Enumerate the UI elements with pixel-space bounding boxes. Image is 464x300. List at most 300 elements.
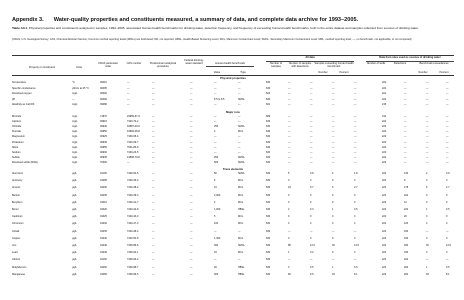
detections-cell: — — [288, 145, 291, 149]
detections-cell: — — [288, 150, 291, 154]
table-row — [12, 208, 454, 213]
detections-cell: — — [288, 258, 291, 262]
col-units: Units — [76, 66, 82, 69]
benchmark-value-cell: — — [214, 145, 217, 149]
usgs-code-cell: 01046 — [100, 244, 107, 247]
detections-percent-cell: — — [310, 103, 313, 107]
wells-cell: 222 — [382, 236, 387, 240]
wells-exceed-percent-cell: 0 — [446, 236, 448, 240]
table-row — [12, 222, 454, 227]
detections-percent-cell: — — [310, 140, 313, 144]
benchmark-value-cell: 4 — [214, 130, 216, 134]
appendix-heading: Water-quality properties and constituents measured, a summary of data, and complete data archive for 1993–2005. — [53, 17, 359, 23]
benchmark-type-cell: — — [238, 150, 241, 154]
detections-cell: 0 — [288, 179, 290, 183]
table-row — [12, 244, 454, 249]
table-row — [12, 230, 454, 235]
property-cell: Magnesium — [12, 135, 25, 139]
wells-detections-cell: — — [404, 140, 407, 144]
property-cell: Silica — [12, 145, 18, 149]
benchmark-type-cell: — — [238, 115, 241, 118]
samples-cell: 630 — [266, 186, 271, 190]
wells-exceed-percent-cell: — — [446, 145, 449, 149]
cas-number-cell: 7631-86-9 — [127, 145, 139, 149]
samples-cell: 630 — [266, 172, 271, 175]
cas-number-cell: 14808-79-8 — [127, 155, 140, 159]
wells-exceed-percent-cell: 2.7 — [446, 186, 450, 190]
detections-percent-cell: 3.7 — [310, 186, 314, 190]
wells-exceed-number-cell: — — [426, 130, 429, 134]
wells-cell: 222 — [382, 172, 387, 175]
detections-percent-cell: — — [310, 97, 313, 101]
cas-number-cell: — — [127, 92, 130, 96]
wells-exceed-percent-cell: — — [446, 135, 449, 139]
wells-detections-cell: 180 — [404, 244, 409, 247]
exceed-percent-cell: — — [354, 160, 357, 164]
exceed-number-cell: 0 — [332, 215, 334, 219]
units-cell: μg/L — [72, 222, 77, 226]
benchmark-value-cell: 100 — [214, 222, 219, 226]
col-health-type: Type — [240, 71, 246, 74]
exceed-number-cell: 0 — [332, 179, 334, 183]
wells-detections-cell: 178 — [404, 186, 409, 190]
procedure-cell: — — [152, 265, 155, 269]
all-data-header: All data — [305, 56, 315, 59]
samples-cell: 630 — [266, 160, 271, 164]
federal-standard-cell: — — [190, 140, 193, 144]
wells-exceed-number-cell: 0 — [426, 222, 428, 226]
detections-percent-cell: 0 — [310, 179, 312, 183]
table-row — [12, 161, 454, 166]
usgs-code-cell: 01025 — [100, 215, 107, 219]
table-row — [12, 130, 454, 135]
table-row — [12, 120, 454, 125]
benchmark-value-cell: 4 — [214, 200, 216, 204]
table-row — [12, 135, 454, 140]
detections-percent-cell: — — [310, 81, 313, 84]
wells-exceed-percent-cell: — — [446, 97, 449, 101]
detections-cell: 2 — [288, 208, 290, 211]
usgs-code-cell: 01106 — [100, 172, 107, 175]
detections-percent-cell: — — [310, 155, 313, 159]
federal-standard-cell: — — [190, 115, 193, 118]
exceed-number-cell: — — [332, 125, 335, 129]
wells-exceed-number-cell: 2 — [426, 172, 428, 175]
units-cell: μg/L — [72, 193, 77, 197]
detections-percent-cell: — — [310, 135, 313, 139]
federal-standard-cell: — — [190, 251, 193, 255]
benchmark-value-cell: 15 — [214, 251, 217, 255]
exceed-percent-cell: 13.5 — [354, 244, 359, 247]
col-exceed-percent: Percent — [339, 71, 349, 74]
federal-standard-cell: — — [190, 208, 193, 211]
wells-detections-cell: 150 — [404, 251, 409, 255]
benchmark-type-cell: MCL — [238, 179, 244, 183]
usgs-code-cell: 01130 — [100, 258, 107, 262]
property-cell: Calcium — [12, 120, 22, 124]
detections-percent-cell: 0.3 — [310, 208, 314, 211]
cas-number-cell: 7440-50-8 — [127, 236, 139, 240]
wells-detections-cell: 222 — [404, 193, 409, 197]
procedure-cell: — — [152, 155, 155, 159]
property-cell: Specific conductance — [12, 86, 36, 90]
col-detections: Detections — [393, 62, 407, 65]
property-cell: Manganese — [12, 272, 26, 276]
wells-detections-cell: 12 — [404, 200, 407, 204]
exceed-percent-cell: — — [354, 86, 357, 90]
wells-cell: 212 — [382, 115, 387, 118]
wells-cell: 215 — [382, 103, 387, 107]
wells-exceed-number-cell: 30 — [426, 244, 429, 247]
exceed-number-cell: — — [332, 120, 335, 124]
usgs-code-cell: 01010 — [100, 200, 107, 204]
property-cell: Cadmium — [12, 215, 23, 219]
usgs-code-cell: 01030 — [100, 222, 107, 226]
wells-exceed-number-cell: — — [426, 160, 429, 164]
benchmark-value-cell: 500 — [214, 160, 219, 164]
wells-exceed-number-cell: — — [426, 229, 429, 233]
wells-cell: 222 — [382, 130, 387, 134]
wells-exceed-percent-cell: — — [446, 155, 449, 159]
table-row — [12, 146, 454, 151]
benchmark-type-cell: HBSL — [238, 208, 245, 211]
exceed-percent-cell: — — [354, 135, 357, 139]
table-row — [12, 258, 454, 263]
units-cell: μg/L — [72, 251, 77, 255]
usgs-code-cell: 00950 — [100, 130, 107, 134]
detections-percent-cell: — — [310, 145, 313, 149]
exceed-percent-cell: — — [354, 130, 357, 134]
wells-detections-cell: — — [404, 120, 407, 124]
property-cell: Dissolved solids (ROE) — [12, 160, 38, 164]
procedure-cell: — — [152, 186, 155, 190]
cas-number-cell: 7439-98-7 — [127, 265, 139, 269]
table-caption — [12, 26, 452, 30]
table-row — [12, 194, 454, 199]
wells-cell: 222 — [382, 272, 387, 276]
federal-standard-cell: — — [190, 103, 193, 107]
detections-percent-cell: — — [310, 92, 313, 96]
wells-cell: 221 — [382, 92, 387, 96]
col-property: Property or constituent — [28, 66, 56, 69]
wells-exceed-percent-cell: — — [446, 229, 449, 233]
units-cell: μg/L — [72, 208, 77, 211]
exceed-percent-cell: — — [354, 92, 357, 96]
property-cell: Alkalinity as CaCO3 — [12, 103, 35, 107]
procedure-cell: — — [152, 172, 155, 175]
wells-cell: 222 — [382, 179, 387, 183]
procedure-cell: — — [152, 140, 155, 144]
property-cell: Chloride — [12, 125, 22, 129]
wells-exceed-number-cell: — — [426, 140, 429, 144]
wells-detections-cell: — — [404, 135, 407, 139]
usgs-code-cell: 71870 — [100, 115, 107, 118]
wells-cell: 222 — [382, 97, 387, 101]
benchmark-type-cell: MCL — [238, 200, 244, 204]
appendix-title — [12, 17, 358, 23]
usgs-code-cell: 00940 — [100, 125, 107, 129]
exceed-number-cell: — — [332, 92, 335, 96]
exceed-percent-cell: — — [354, 150, 357, 154]
cas-number-cell: 24959-67-9 — [127, 115, 140, 118]
wells-exceed-percent-cell: — — [446, 86, 449, 90]
usgs-code-cell: 01005 — [100, 193, 107, 197]
samples-cell: 630 — [266, 208, 271, 211]
wells-exceed-percent-cell: — — [446, 150, 449, 154]
benchmark-type-cell: SMCL — [238, 244, 245, 247]
health-rule — [206, 66, 254, 67]
exceed-number-cell: — — [332, 145, 335, 149]
table-row — [12, 81, 454, 86]
detections-cell: — — [288, 115, 291, 118]
benchmark-value-cell: 1,300 — [214, 236, 221, 240]
col-exceed-number: Number — [318, 71, 328, 74]
units-cell: mg/L — [72, 140, 78, 144]
benchmark-value-cell: 5 — [214, 215, 216, 219]
wells-detections-cell: — — [404, 81, 407, 84]
procedure-cell: — — [152, 236, 155, 240]
units-cell: mg/L — [72, 115, 78, 118]
procedure-cell: — — [152, 272, 155, 276]
samples-cell: 630 — [266, 236, 271, 240]
procedure-cell: — — [152, 115, 155, 118]
federal-standard-cell: — — [190, 97, 193, 101]
property-cell: Iron — [12, 244, 17, 247]
benchmark-value-cell: 6 — [214, 179, 216, 183]
drinking-header: Data from sites used as sources of drinking water — [379, 56, 441, 59]
cas-number-cell: 7429-90-5 — [127, 172, 139, 175]
wells-detections-cell: — — [404, 86, 407, 90]
procedure-cell: — — [152, 86, 155, 90]
benchmark-value-cell: 40 — [214, 265, 217, 269]
benchmark-value-cell: — — [214, 140, 217, 144]
exceed-percent-cell: — — [354, 97, 357, 101]
procedure-cell: — — [152, 103, 155, 107]
federal-standard-cell: — — [190, 145, 193, 149]
wells-exceed-number-cell: — — [426, 115, 429, 118]
wells-exceed-percent-cell: — — [446, 115, 449, 118]
exceed-number-cell: — — [332, 140, 335, 144]
table-row — [12, 141, 454, 146]
wells-exceed-number-cell: 6 — [426, 186, 428, 190]
wells-exceed-number-cell: — — [426, 135, 429, 139]
exceed-number-cell: — — [332, 97, 335, 101]
wells-exceed-number-cell: — — [426, 150, 429, 154]
wells-detections-cell: 20 — [404, 215, 407, 219]
table-row — [12, 151, 454, 156]
benchmark-value-cell: 300 — [214, 244, 219, 247]
procedure-cell: — — [152, 229, 155, 233]
benchmark-type-cell: — — [238, 81, 241, 84]
detections-percent-cell: 14.0 — [310, 244, 315, 247]
wells-exceed-number-cell: 1 — [426, 265, 428, 269]
table-row — [12, 266, 454, 271]
benchmark-type-cell: — — [238, 86, 241, 90]
procedure-cell: — — [152, 150, 155, 154]
wells-exceed-number-cell: 18 — [426, 272, 429, 276]
wells-cell: 222 — [382, 145, 387, 149]
exceed-number-cell: 0 — [332, 200, 334, 204]
exceed-number-cell: 6 — [332, 186, 334, 190]
samples-cell: 630 — [266, 130, 271, 134]
wells-exceed-percent-cell: — — [446, 92, 449, 96]
wells-detections-cell: — — [404, 150, 407, 154]
benchmark-type-cell: HBSL — [238, 272, 245, 276]
exceed-number-cell: 1 — [332, 208, 334, 211]
wells-exceed-percent-cell: 0 — [446, 222, 448, 226]
detections-percent-cell: — — [310, 115, 313, 118]
detections-percent-cell: 0.8 — [310, 172, 314, 175]
usgs-code-cell: 00945 — [100, 155, 107, 159]
section-major: Major ions — [226, 110, 240, 114]
units-cell: μg/L — [72, 258, 77, 262]
detections-percent-cell: 0 — [310, 200, 312, 204]
procedure-cell: — — [152, 208, 155, 211]
wells-exceed-percent-cell: — — [446, 120, 449, 124]
benchmark-value-cell: 6.5 to 8.5 — [214, 97, 225, 101]
wells-exceed-percent-cell: 13.5 — [446, 244, 451, 247]
exceed-number-cell: 1 — [332, 265, 334, 269]
benchmark-value-cell: — — [214, 150, 217, 154]
benchmark-value-cell: — — [214, 229, 217, 233]
units-cell: mg/L — [72, 125, 78, 129]
detections-cell: 0 — [288, 222, 290, 226]
exceed-percent-cell: — — [354, 120, 357, 124]
section-physical: Physical properties — [220, 76, 246, 80]
federal-standard-cell: — — [190, 86, 193, 90]
units-cell: μg/L — [72, 265, 77, 269]
federal-standard-cell: — — [190, 193, 193, 197]
benchmark-type-cell: — — [238, 120, 241, 124]
property-cell: Lithium — [12, 258, 21, 262]
exceed-number-cell: — — [332, 135, 335, 139]
benchmark-value-cell: — — [214, 115, 217, 118]
federal-standard-cell: — — [190, 236, 193, 240]
exceed-number-cell: — — [332, 258, 335, 262]
samples-cell: 630 — [266, 265, 271, 269]
wells-detections-cell: 200 — [404, 265, 409, 269]
detections-cell: — — [288, 229, 291, 233]
procedure-cell: — — [152, 258, 155, 262]
units-cell: μg/L — [72, 244, 77, 247]
units-cell: μg/L — [72, 272, 77, 276]
wells-exceed-number-cell: 0 — [426, 236, 428, 240]
samples-cell: 630 — [266, 251, 271, 255]
detections-cell: — — [288, 97, 291, 101]
detections-percent-cell: — — [310, 229, 313, 233]
wells-cell: 222 — [382, 160, 387, 164]
detections-cell: 3 — [288, 265, 290, 269]
detections-cell: — — [288, 155, 291, 159]
units-cell: mg/L — [72, 130, 78, 134]
col-cas: CAS number — [126, 62, 142, 65]
procedure-cell: — — [152, 160, 155, 164]
detections-cell: — — [288, 81, 291, 84]
wells-exceed-number-cell: 0 — [426, 193, 428, 197]
exceed-number-cell: — — [332, 103, 335, 107]
benchmark-type-cell: MCL — [238, 215, 244, 219]
wells-cell: 222 — [382, 150, 387, 154]
cas-number-cell: 7439-89-6 — [127, 244, 139, 247]
col-samples: Number of samples — [269, 62, 283, 69]
cas-number-cell: — — [127, 103, 130, 107]
federal-standard-cell: — — [190, 130, 193, 134]
usgs-code-cell: 01095 — [100, 179, 107, 183]
wells-cell: 222 — [382, 229, 387, 233]
detections-cell: — — [288, 92, 291, 96]
property-cell: Beryllium — [12, 200, 23, 204]
exceed-percent-cell: — — [354, 115, 357, 118]
cas-number-cell: 7440-47-3 — [127, 222, 139, 226]
detections-cell: 0 — [288, 215, 290, 219]
table-row — [12, 125, 454, 130]
property-cell: Sodium — [12, 150, 21, 154]
federal-standard-cell: — — [190, 244, 193, 247]
samples-cell: 630 — [266, 125, 271, 129]
detections-cell: — — [288, 160, 291, 164]
procedure-cell: — — [152, 179, 155, 183]
cas-number-cell: — — [127, 81, 130, 84]
benchmark-type-cell: MCL — [238, 222, 244, 226]
usgs-code-cell: 39086 — [100, 103, 107, 107]
wells-cell: 222 — [382, 244, 387, 247]
federal-standard-cell: — — [190, 179, 193, 183]
benchmark-value-cell: — — [214, 103, 217, 107]
detections-cell: 5 — [288, 172, 290, 175]
property-cell: Molybdenum — [12, 265, 27, 269]
benchmark-value-cell: 250 — [214, 155, 219, 159]
procedure-cell: — — [152, 120, 155, 124]
exceed-number-cell: — — [332, 115, 335, 118]
cas-number-cell: 7440-43-9 — [127, 215, 139, 219]
wells-exceed-percent-cell: 8.1 — [446, 272, 450, 276]
detections-percent-cell: — — [310, 258, 313, 262]
samples-cell: 630 — [266, 222, 271, 226]
federal-standard-cell: — — [190, 155, 193, 159]
detections-percent-cell: — — [310, 150, 313, 154]
wells-exceed-percent-cell: — — [446, 258, 449, 262]
table-row — [12, 201, 454, 206]
property-cell: Temperature — [12, 81, 27, 84]
wells-cell: 222 — [382, 135, 387, 139]
property-cell: pH — [12, 97, 16, 101]
table-caption-text: Physical properties and constituents analyzed in samples, 1993–2005, associated human-health benchmarks for drinking water, detection frequency, and frequency of exceeding human-health benchmarks, both in the entire dataset and samples collected from sources of drinking water. — [28, 26, 419, 30]
detections-percent-cell: — — [310, 86, 313, 90]
cas-number-cell: 7439-92-1 — [127, 251, 139, 255]
federal-standard-cell: — — [190, 272, 193, 276]
table-row — [12, 179, 454, 184]
detections-percent-cell: — — [310, 120, 313, 124]
federal-standard-cell: — — [190, 229, 193, 233]
col-exceedances: Benchmark exceedances — [419, 62, 449, 65]
procedure-cell: — — [152, 222, 155, 226]
federal-standard-cell: — — [190, 265, 193, 269]
cas-number-cell: 7440-36-0 — [127, 179, 139, 183]
benchmark-type-cell: MCL — [238, 236, 244, 240]
detections-percent-cell: 0.2 — [310, 251, 314, 255]
cas-number-cell: — — [127, 86, 130, 90]
cas-number-cell: 7439-96-5 — [127, 272, 139, 276]
benchmark-type-cell: SMCL — [238, 155, 245, 159]
property-cell: Sulfate — [12, 155, 20, 159]
wells-exceed-percent-cell: — — [446, 130, 449, 134]
benchmark-type-cell: MCL — [238, 130, 244, 134]
table-row — [12, 103, 454, 108]
samples-cell: 601 — [266, 103, 271, 107]
benchmark-type-cell: SMCL — [238, 97, 245, 101]
cas-number-cell: 7439-93-2 — [127, 258, 139, 262]
procedure-cell: — — [152, 130, 155, 134]
